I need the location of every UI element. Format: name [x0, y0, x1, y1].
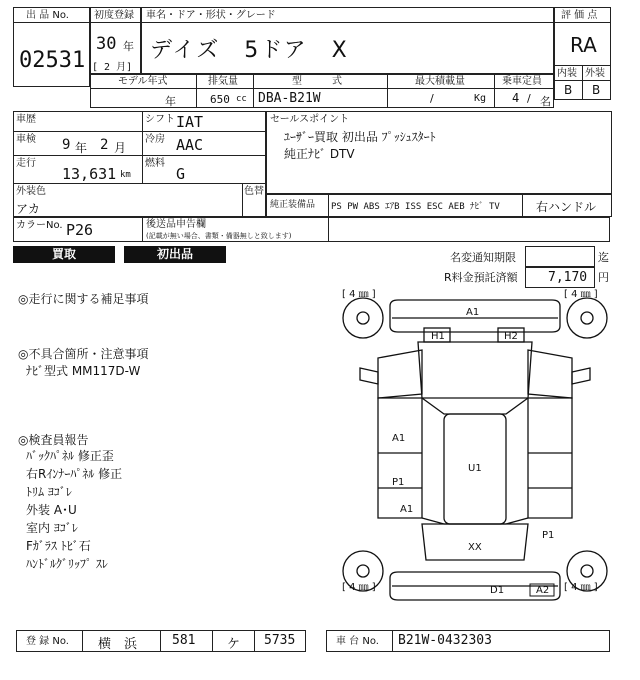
recycle-amount: 7,170: [548, 270, 588, 285]
front-windshield: [422, 398, 528, 414]
max-load-sep: /: [430, 92, 434, 105]
color-change-label: 色替: [244, 186, 264, 197]
steering-value: 右ハンドル: [536, 200, 597, 214]
chassis-number: B21W-0432303: [398, 633, 492, 648]
max-load-unit: Kg: [474, 93, 487, 104]
reg-year-unit: 年: [123, 40, 134, 53]
color-no-row: [13, 217, 610, 242]
car-name-label: 車名・ドア・形状・グレード: [146, 10, 276, 21]
rear-window: [422, 518, 528, 524]
reg-month: [ 2 月]: [92, 62, 133, 73]
name-change-label: 名変通知期限: [450, 251, 516, 264]
mileage-label: 走行: [16, 158, 36, 169]
mark-right-rear: P1: [542, 530, 555, 541]
mark-left-rear: A1: [400, 504, 414, 515]
displacement-label: 排気量: [208, 76, 238, 87]
ac-value: AAC: [176, 136, 204, 154]
displacement-unit: cc: [236, 94, 247, 104]
plate-class: 581: [172, 633, 196, 648]
mark-rear-bumper-a2: A2: [536, 585, 550, 596]
mileage-unit: km: [120, 170, 131, 180]
mark-front-bumper: A1: [466, 307, 480, 318]
lot-label: 出 品 No.: [26, 10, 69, 21]
mark-left-middle: P1: [392, 477, 405, 488]
color-no-value: P26: [66, 221, 94, 239]
plate-number: 5735: [264, 633, 296, 648]
inspector-report-list: [26, 447, 122, 573]
shift-value: IAT: [176, 113, 204, 131]
reg-year: 30: [96, 34, 117, 54]
tire-depth-fl: [ 4 ㎜ ]: [342, 289, 376, 300]
equipment-label: 純正装備品: [270, 200, 316, 210]
first-listing-badge: 初出品: [124, 246, 226, 263]
first-reg-label: 初度登録: [94, 10, 134, 21]
defect-item: ﾅﾋﾞ型式 MM117D-W: [26, 364, 141, 378]
capacity-unit: 名: [540, 95, 551, 108]
capacity-sep: /: [527, 92, 531, 105]
hood: [418, 342, 532, 398]
left-side-panel: [378, 398, 422, 518]
mark-roof: U1: [468, 463, 482, 474]
lot-number: 02531: [19, 48, 86, 73]
mileage-value: 13,631: [62, 165, 117, 183]
color-no-label: カラーNo.: [16, 220, 63, 231]
interior-label: 内装: [557, 68, 577, 79]
plate-area: 横 浜: [98, 637, 138, 652]
tire-front-right: [567, 298, 607, 338]
exterior-grade: B: [592, 83, 601, 97]
report-item: Fｶﾞﾗｽ ﾄﾋﾞ石: [26, 539, 91, 553]
exterior-label: 外装: [585, 68, 605, 79]
inspection-month-unit: 月: [114, 141, 127, 155]
mark-rear-hatch: XX: [468, 542, 482, 553]
tire-front-left: [343, 298, 383, 338]
inspection-year-unit: 年: [75, 141, 88, 155]
report-item: ﾄﾘﾑ ﾖｺﾞﾚ: [26, 485, 72, 499]
ac-label: 冷房: [145, 134, 165, 145]
fuel-label: 燃料: [145, 158, 165, 169]
displacement-value: 650: [210, 93, 230, 106]
tire-depth-fr: [ 4 ㎜ ]: [564, 289, 598, 300]
color-label: 外装色: [16, 186, 46, 197]
max-load-label: 最大積載量: [415, 76, 465, 87]
color-value: アカ: [16, 202, 40, 216]
driving-remarks-title: ◎走行に関する補足事項: [18, 292, 149, 306]
mark-headlight-right: H2: [504, 331, 518, 342]
name-change-box: [525, 246, 595, 267]
detail-grid: [13, 111, 266, 217]
report-item: 右Rｲﾝﾅｰﾊﾟﾈﾙ 修正: [26, 467, 123, 481]
car-damage-diagram: [338, 288, 612, 606]
recycle-unit: 円: [598, 271, 609, 284]
plate-label: 登 録 No.: [26, 636, 69, 647]
model-year-label: モデル年式: [118, 76, 168, 87]
model-year-unit: 年: [165, 95, 176, 108]
mark-rear-bumper-d1: D1: [490, 585, 505, 596]
equipment-value: PS PW ABS ｴｱB ISS ESC AEB ﾅﾋﾞ TV: [331, 202, 500, 212]
name-change-unit: 迄: [598, 251, 609, 264]
mark-headlight-left: H1: [431, 331, 445, 342]
history-label: 車歴: [16, 114, 36, 125]
sales-point-1: ﾕｰｻﾞｰ買取 初出品 ﾌﾟｯｼｭｽﾀｰﾄ: [284, 130, 436, 144]
right-side-panel: [528, 398, 572, 518]
purchase-badge: 買取: [13, 246, 115, 263]
report-item: 室内 ﾖｺﾞﾚ: [26, 521, 78, 535]
inspection-year: 9: [62, 137, 71, 153]
overall-grade: RA: [570, 33, 597, 57]
grade-label: 評 価 点: [561, 10, 598, 21]
mark-left-front: A1: [392, 433, 406, 444]
inspector-report-title: ◎検査員報告: [18, 433, 89, 447]
chassis-label: 車 台 No.: [336, 636, 379, 647]
type-label: 型 式: [292, 76, 342, 87]
inspection-month: 2: [100, 137, 109, 153]
report-item: ﾊﾝﾄﾞﾙｸﾞﾘｯﾌﾟ ｽﾚ: [26, 557, 108, 571]
fuel-value: G: [176, 165, 186, 183]
tire-depth-rr: [ 4 ㎜ ]: [564, 582, 598, 593]
docs-label: 後送品申告欄: [146, 219, 206, 230]
car-name: デイズ 5ドア X: [150, 38, 349, 63]
tire-depth-rl: [ 4 ㎜ ]: [342, 582, 376, 593]
defects-title: ◎不具合箇所・注意事項: [18, 347, 149, 361]
recycle-label: R料金預託済額: [444, 271, 518, 284]
docs-note: (記載が無い場合、書類・備器無しと致します): [146, 232, 292, 240]
capacity-label: 乗車定員: [502, 76, 542, 87]
inspection-label: 車検: [16, 134, 36, 145]
sales-points-label: セールスポイント: [270, 114, 350, 125]
interior-grade: B: [564, 83, 573, 97]
shift-label: シフト: [145, 114, 175, 125]
plate-kana: ケ: [227, 637, 241, 652]
sales-point-2: 純正ﾅﾋﾞ DTV: [284, 147, 355, 161]
type-value: DBA-B21W: [258, 91, 321, 106]
capacity-value: 4: [512, 91, 520, 105]
report-item: ﾊﾞｯｸﾊﾟﾈﾙ 修正歪: [26, 449, 114, 463]
report-item: 外装 A･U: [26, 503, 77, 517]
